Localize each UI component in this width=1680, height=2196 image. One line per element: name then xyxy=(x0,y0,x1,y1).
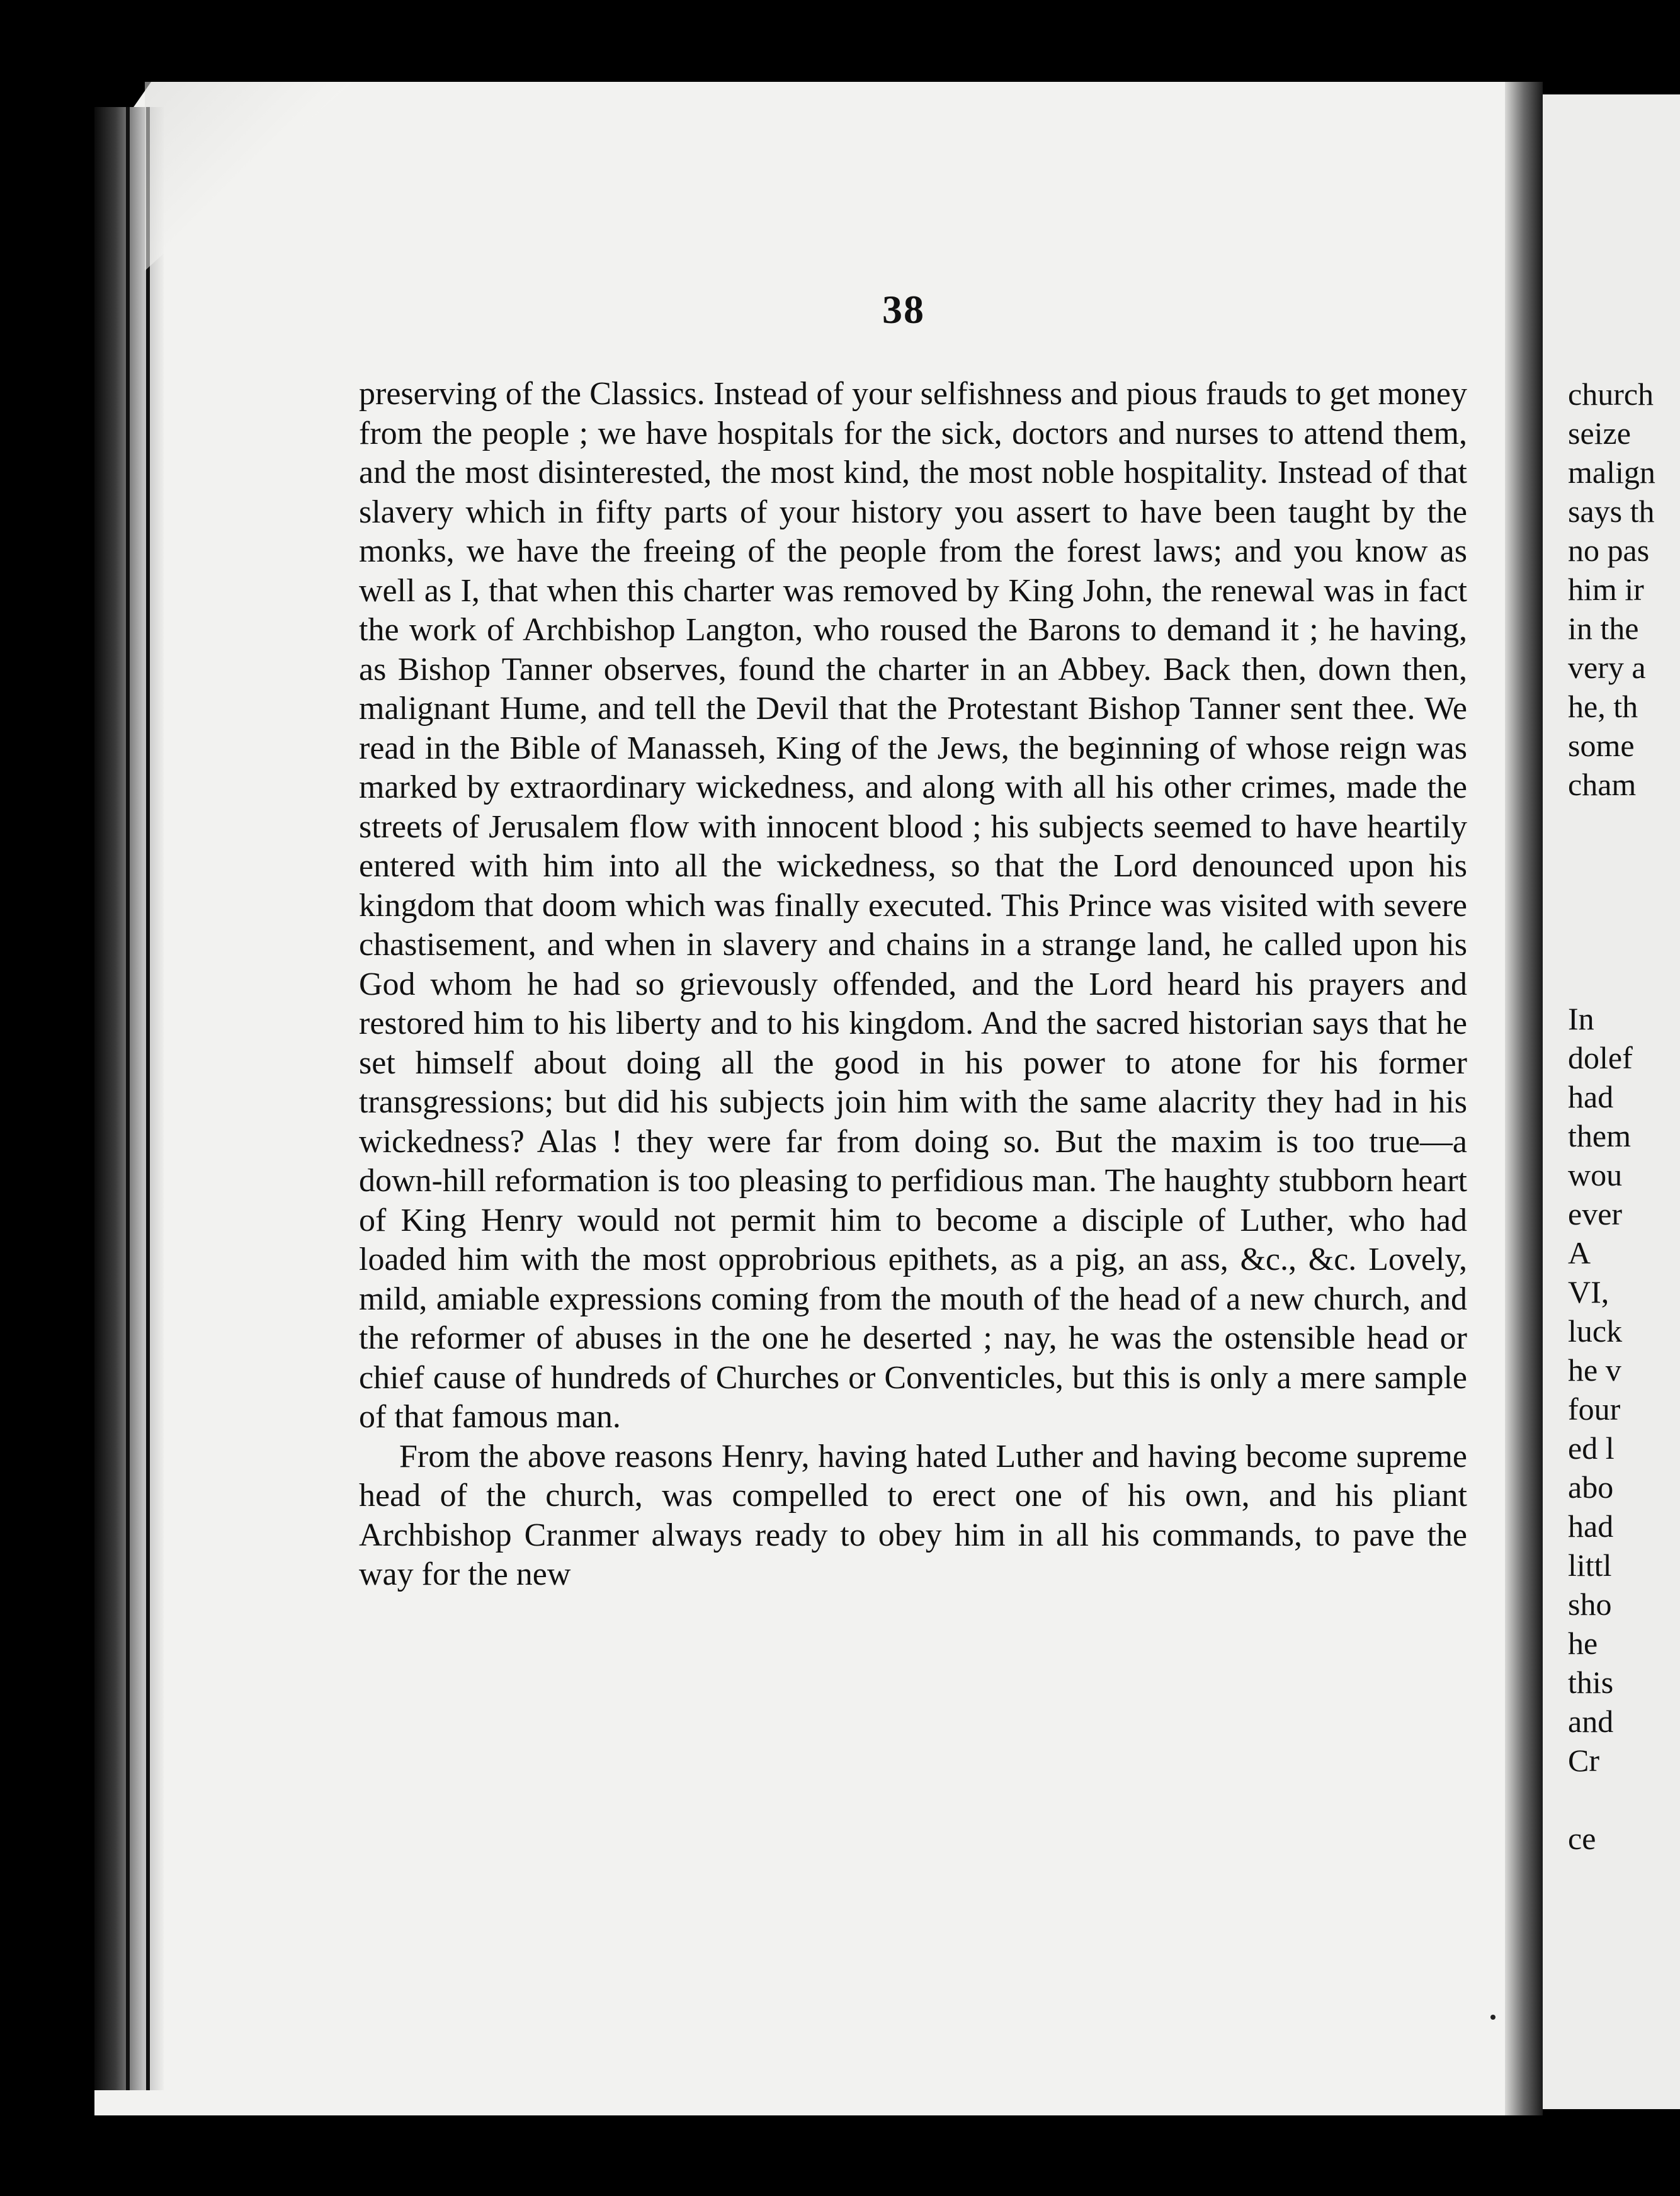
facing-line: abo xyxy=(1568,1469,1614,1505)
ink-speck xyxy=(1490,2015,1496,2020)
facing-line: no pas xyxy=(1568,533,1650,568)
facing-line: A xyxy=(1568,1235,1591,1271)
facing-line: in the xyxy=(1568,611,1639,646)
facing-line: ed l xyxy=(1568,1430,1615,1466)
facing-line: seize xyxy=(1568,416,1631,451)
facing-line: says th xyxy=(1568,494,1655,529)
facing-line: ever xyxy=(1568,1196,1623,1231)
facing-line: this xyxy=(1568,1665,1614,1700)
facing-line: littl xyxy=(1568,1548,1612,1583)
page-fold-shadow xyxy=(1505,82,1543,2115)
page-number: 38 xyxy=(882,287,925,332)
facing-line: had xyxy=(1568,1079,1614,1114)
facing-line: VI, xyxy=(1568,1274,1609,1310)
facing-line: wou xyxy=(1568,1157,1623,1192)
facing-line: them xyxy=(1568,1118,1631,1153)
body-text xyxy=(359,375,1467,1595)
facing-line: malign xyxy=(1568,455,1655,490)
binding-line xyxy=(146,107,150,2090)
facing-line: him ir xyxy=(1568,572,1644,607)
facing-line: ce xyxy=(1568,1821,1596,1856)
facing-page-text xyxy=(1568,375,1680,1858)
facing-line xyxy=(1568,1780,1680,1819)
paragraph: preserving of the Classics. Instead of your selfishness and pious frauds to get money from the people ; we have hospitals for the sick, doctors and nurses to attend them, and the most disinterested, the most kind, the most noble hospitality. Instead of that slavery which in fifty parts of your history you assert to have been taught by the monks, we have the freeing of the people from the forest laws; and you know as well as I, that when this charter was removed by King John, the renewal was in fact the work of Archbishop Langton, who roused the Barons to demand it ; he having, as Bishop Tanner observes, found the charter in an Abbey. Back then, down then, malignant Hume, and tell the Devil that the Protestant Bishop Tanner sent thee. We read in the Bible of Manasseh, King of the Jews, the beginning of whose reign was marked by extraordinary wickedness, and along with all his other crimes, made the streets of Jerusalem flow with innocent blood ; his subjects seemed to have heartily entered with him into all the wickedness, so that the Lord denounced upon his kingdom that doom which was finally executed. This Prince was visited with severe chastisement, and when in slavery and chains in a strange land, he called upon his God whom he had so grievously offended, and the Lord heard his prayers and restored him to his liberty and to his kingdom. And the sacred historian says that he set himself about doing all the good in his power to atone for his former transgressions; but did his subjects join him with the same alacrity they had in his wickedness? Alas ! they were far from doing so. But the maxim is too true—a down-hill reformation is too pleasing to perfidious man. The haughty stubborn heart of King Henry would not permit him to become a disciple of Luther, who had loaded him with the most opprobrious epithets, as a pig, an ass, &c., &c. Lovely, mild, amiable expressions coming from the mouth of the head of a new church, and the reformer of abuses in the one he deserted ; nay, he was the ostensible head or chief cause of hundreds of Churches or Conventicles, but this is only a mere sample of that famous man. xyxy=(359,376,1467,1435)
facing-line: and xyxy=(1568,1704,1614,1739)
facing-line: cham xyxy=(1568,767,1637,802)
binding-line xyxy=(126,107,130,2090)
facing-line: had xyxy=(1568,1508,1614,1544)
facing-line: some xyxy=(1568,728,1635,763)
paragraph: From the above reasons Henry, having hated Luther and having become supreme head of the church, was compelled to erect one of his own, and his pliant Archbishop Cranmer always ready to obey him in all his commands, to pave the way for the new xyxy=(359,1438,1467,1592)
facing-line: four xyxy=(1568,1391,1621,1427)
facing-line: he v xyxy=(1568,1352,1621,1388)
facing-line: he xyxy=(1568,1626,1598,1661)
facing-line: dolef xyxy=(1568,1040,1633,1075)
facing-line: Cr xyxy=(1568,1743,1599,1778)
facing-line: church xyxy=(1568,376,1654,412)
facing-line: he, th xyxy=(1568,689,1638,724)
facing-line: luck xyxy=(1568,1313,1623,1349)
facing-line: In xyxy=(1568,1001,1594,1036)
facing-line: sho xyxy=(1568,1587,1612,1622)
facing-line: very a xyxy=(1568,650,1646,685)
